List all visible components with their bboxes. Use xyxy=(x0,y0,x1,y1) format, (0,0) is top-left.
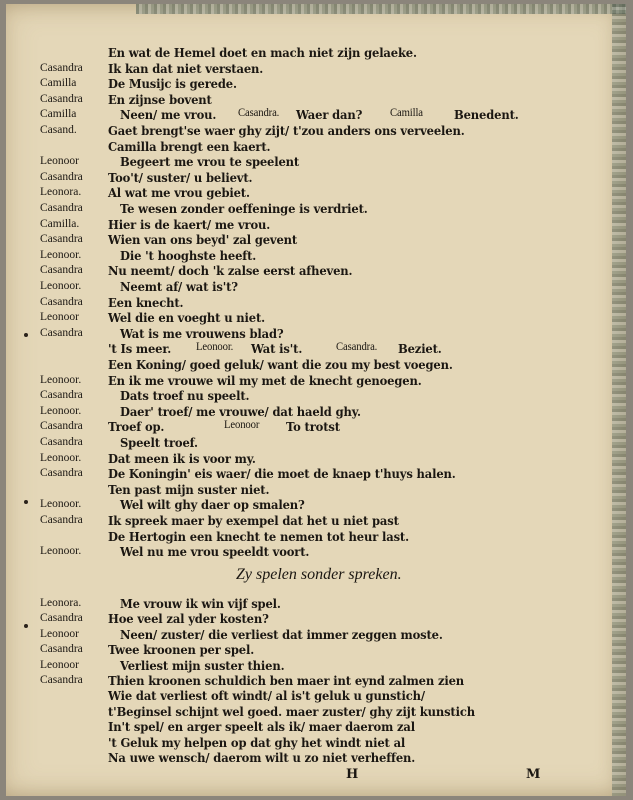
line-text: Dat meen ik is voor my. xyxy=(108,450,256,466)
line-text: 't Is meer. xyxy=(108,341,172,357)
line-text: Wel wilt ghy daer op smalen? xyxy=(120,497,305,513)
line-text: Hoe veel zal yder kosten? xyxy=(108,611,269,627)
inline-line-text: Benedent. xyxy=(454,107,519,123)
line-text: Too't/ suster/ u believt. xyxy=(108,169,253,185)
line-text: Me vrouw ik win vijf spel. xyxy=(120,596,281,611)
line-text: Te wesen zonder oeffeninge is verdriet. xyxy=(120,201,368,216)
speaker-name: Casandra xyxy=(40,202,83,214)
speaker-name: Leonoor. xyxy=(40,545,82,558)
signature-mark-left: H xyxy=(346,767,359,782)
line-text: Daer' troef/ me vrouwe/ dat haeld ghy. xyxy=(120,403,361,419)
line-text: Wat is me vrouwens blad? xyxy=(120,325,284,341)
margin-mark xyxy=(24,624,28,628)
dialogue-line xyxy=(6,749,626,767)
speaker-name: Casandra xyxy=(40,436,83,448)
inline-speaker-name: Leonoor xyxy=(224,419,260,432)
line-text: Wel die en voeght u niet. xyxy=(108,310,266,326)
speaker-name: Leonoor. xyxy=(40,248,82,261)
marbled-edge-top xyxy=(136,4,626,14)
speaker-name: Leonoor xyxy=(40,658,79,671)
inline-speaker-name: Leonoor. xyxy=(196,341,234,354)
margin-mark xyxy=(24,333,28,337)
line-text: En ik me vrouwe wil my met de knecht genoegen. xyxy=(108,372,422,388)
speaker-name: Leonoor. xyxy=(40,451,82,464)
inline-line-text: Wat is't. xyxy=(251,341,303,357)
inline-line-text: To trotst xyxy=(286,419,340,435)
dialogue-line xyxy=(6,543,626,561)
speaker-name: Leonoor xyxy=(40,311,79,324)
speaker-name: Casandra xyxy=(40,295,83,308)
line-text: Wien van ons beyd' zal gevent xyxy=(108,232,298,248)
speaker-name: Casandra xyxy=(40,514,83,526)
speaker-name: Leonoor. xyxy=(40,498,82,511)
speaker-name: Leonora. xyxy=(40,186,82,199)
line-text: Ten past mijn suster niet. xyxy=(108,481,270,497)
line-text: Die 't hooghste heeft. xyxy=(120,247,257,263)
line-text: Neen/ zuster/ die verliest dat immer zeggen moste. xyxy=(120,626,443,642)
speaker-name: Casandra xyxy=(40,61,83,74)
line-text: Camilla brengt een kaert. xyxy=(108,138,271,154)
speaker-name: Camilla. xyxy=(40,217,80,230)
line-text: Hier is de kaert/ me vrou. xyxy=(108,216,271,232)
speaker-name: Casandra xyxy=(40,264,83,277)
speaker-name: Casandra xyxy=(40,643,83,656)
signature-mark-right: M xyxy=(526,767,541,782)
speaker-name: Casandra xyxy=(40,612,83,625)
line-text: In't spel/ en arger speelt als ik/ maer daerom zal xyxy=(108,719,415,735)
inline-speaker-name: Casandra. xyxy=(336,341,378,354)
speaker-name: Casandra xyxy=(40,420,83,433)
speaker-name: Casandra xyxy=(40,389,83,402)
speaker-name: Casandra xyxy=(40,674,83,686)
speaker-name: Leonoor. xyxy=(40,404,82,417)
line-text: 't Geluk my helpen op dat ghy het windt niet al xyxy=(108,734,406,750)
line-text: Een Koning/ goed geluk/ want die zou my best voegen. xyxy=(108,357,453,372)
line-text: Een knecht. xyxy=(108,294,184,310)
inline-speaker-name: Camilla xyxy=(390,107,423,120)
line-text: Wie dat verliest oft windt/ al is't geluk u gunstich/ xyxy=(108,688,425,704)
line-text: Neen/ me vrou. xyxy=(120,107,217,123)
line-text: Gaet brengt'se waer ghy zijt/ t'zou anders ons verveelen. xyxy=(108,123,465,138)
line-text: De Hertogin een knecht te nemen tot heur last. xyxy=(108,528,410,544)
line-text: Begeert me vrou te speelent xyxy=(120,154,300,170)
line-text: En wat de Hemel doet en mach niet zijn gelaeke. xyxy=(108,45,417,60)
line-text: De Musijc is gerede. xyxy=(108,76,237,92)
line-text: En zijnse bovent xyxy=(108,91,212,107)
line-text: Al wat me vrou gebiet. xyxy=(108,185,250,201)
inline-line-text: Waer dan? xyxy=(296,107,363,123)
line-text: Verliest mijn suster thien. xyxy=(120,657,285,673)
line-text: Dats troef nu speelt. xyxy=(120,388,250,404)
speaker-name: Casandra xyxy=(40,92,83,105)
speaker-name: Leonoor xyxy=(40,155,79,168)
line-text: Twee kroonen per spel. xyxy=(108,642,255,658)
speaker-name: Camilla xyxy=(40,77,77,90)
speaker-name: Casand. xyxy=(40,124,77,136)
speaker-name: Casandra xyxy=(40,326,83,339)
speaker-name: Casandra xyxy=(40,170,83,183)
line-text: Thien kroonen schuldich ben maer int eynd zalmen zien xyxy=(108,673,465,688)
speaker-name: Leonora. xyxy=(40,597,82,609)
inline-speaker-name: Casandra. xyxy=(238,107,280,120)
speaker-name: Leonoor xyxy=(40,627,79,640)
speaker-name: Camilla xyxy=(40,108,77,121)
line-text: Neemt af/ wat is't? xyxy=(120,279,238,294)
inline-line-text: Beziet. xyxy=(398,341,442,357)
stage-direction-heading: Zy spelen sonder spreken. xyxy=(236,566,402,583)
line-text: Wel nu me vrou speeldt voort. xyxy=(120,544,310,560)
line-text: Ik kan dat niet verstaen. xyxy=(108,60,264,76)
line-text: Nu neemt/ doch 'k zalse eerst afheven. xyxy=(108,263,353,279)
margin-mark xyxy=(24,500,28,504)
line-text: t'Beginsel schijnt wel goed. maer zuster/ ghy zijt kunstich xyxy=(108,703,475,719)
line-text: De Koningin' eis waer/ die moet de knaep t'huys halen. xyxy=(108,466,456,482)
speaker-name: Casandra xyxy=(40,467,83,480)
book-page xyxy=(6,4,626,796)
line-text: Ik spreek maer by exempel dat het u niet past xyxy=(108,513,399,528)
line-text: Na uwe wensch/ daerom wilt u zo niet verheffen. xyxy=(108,750,416,765)
line-text: Troef op. xyxy=(108,419,165,435)
line-text: Speelt troef. xyxy=(120,435,198,450)
speaker-name: Leonoor. xyxy=(40,280,82,292)
speaker-name: Casandra xyxy=(40,233,83,246)
speaker-name: Leonoor. xyxy=(40,373,82,386)
